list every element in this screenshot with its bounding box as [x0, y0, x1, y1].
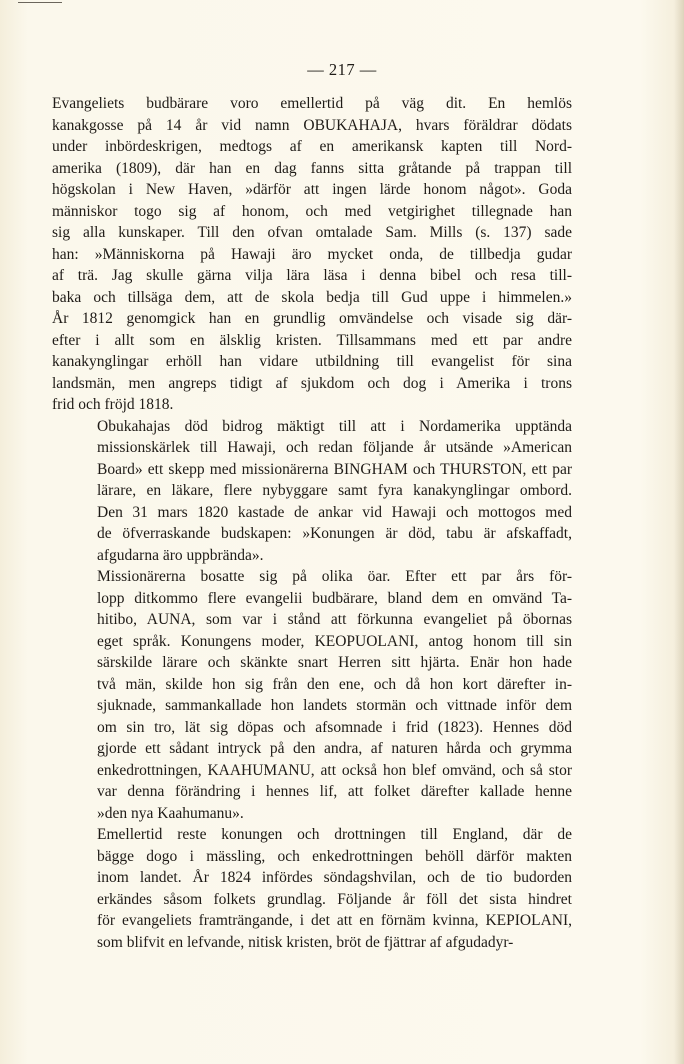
text-line: lopp ditkommo flere evangelii budbärare, bland dem en omvänd Ta-: [97, 589, 572, 607]
paragraph-1: [52, 93, 572, 416]
text-line: inom landet. År 1824 infördes söndagshvilan, och de tio budorden: [97, 869, 572, 886]
text-line: särskilde lärare och skänkte snart Herren sitt hjärta. Enär hon hade: [97, 654, 572, 671]
text-line: kanakgosse på 14 år vid namn OBUKAHAJA, hvars föräldrar dödats: [52, 116, 572, 134]
text-line: högskolan i New Haven, »därför att ingen lärde honom något». Goda: [52, 181, 572, 198]
text-line: som blifvit en lefvande, nitisk kristen, bröt de fjättrar af afgudadyr-: [97, 933, 514, 951]
text-line: bägge dogo i mässling, och enkedrottningen behöll därför makten: [97, 847, 572, 865]
page-edge-shadow: [674, 0, 684, 1064]
page-number: — 217 —: [307, 60, 377, 79]
text-line: kanakynglingar erhöll han vidare utbildning till evangelist för sina: [52, 353, 572, 370]
text-line: baka och tillsäga dem, att de skola bedja till Gud uppe i himmelen.»: [52, 288, 572, 306]
text-line: Board» ett skepp med missionärerna BINGHAM och THURSTON, ett par: [97, 460, 572, 478]
text-line: Den 31 mars 1820 kastade de ankar vid Hawaji och mottogos med: [97, 503, 572, 521]
text-line: »den nya Kaahumanu».: [97, 804, 244, 822]
text-line: han: »Människorna på Hawaji äro mycket onda, de tillbedja gudar: [52, 245, 572, 263]
text-line: Emellertid reste konungen och drottningen till England, där de: [97, 826, 572, 843]
text-line: var denna förändring i hennes lif, att folket därefter kallade henne: [97, 783, 572, 800]
text-line: människor togo sig af honom, och med vetgirighet tillegnade han: [52, 202, 572, 220]
text-line: efter i allt som en älsklig kristen. Tillsammans med ett par andre: [52, 331, 572, 349]
text-line: frid och fröjd 1818.: [52, 396, 174, 413]
text-line: Obukahajas död bidrog mäktigt till att i Nordamerika upptända: [97, 417, 572, 435]
body-text: [52, 93, 572, 953]
text-line: År 1812 genomgick han en grundlig omvändelse och visade sig där-: [52, 310, 572, 327]
text-line: under inbördeskrigen, medtogs af en amerikansk kapten till Nord-: [52, 138, 572, 155]
text-line: hitibo, AUNA, som var i stånd att förkunna evangeliet på öbornas: [97, 611, 572, 628]
text-line: enkedrottningen, KAAHUMANU, att också hon blef omvänd, och så stor: [97, 761, 572, 779]
paragraph-4: [52, 824, 572, 953]
text-line: Evangeliets budbärare voro emellertid på väg dit. En hemlös: [52, 95, 572, 112]
text-line: sig alla kunskaper. Till den ofvan omtalade Sam. Mills (s. 137) sade: [52, 224, 572, 241]
text-line: landsmän, men angreps tidigt af sjukdom och dog i Amerika i trons: [52, 374, 572, 392]
paragraph-2: [52, 416, 572, 567]
text-line: erkändes såsom folkets grundlag. Följande år föll det sista hindret: [97, 890, 572, 908]
text-line: missionskärlek till Hawaji, och redan följande år utsände »American: [97, 439, 572, 456]
text-line: sjuknade, sammankallade hon landets stormän och vittnade inför dem: [97, 697, 572, 714]
text-line: för evangeliets framträngande, i det att en förnäm kvinna, KEPIOLANI,: [97, 912, 572, 929]
text-line: af trä. Jag skulle gärna vilja lära läsa i denna bibel och resa till-: [52, 267, 572, 284]
text-line: Missionärerna bosatte sig på olika öar. Efter ett par års för-: [97, 568, 572, 585]
text-line: om sin tro, lät sig döpas och afsomnade i frid (1823). Hennes död: [97, 718, 572, 736]
text-line: lärare, en läkare, flere nybyggare samt fyra kanakynglingar ombord.: [97, 482, 572, 499]
paragraph-3: [52, 566, 572, 824]
top-edge-mark: [18, 2, 62, 3]
text-line: de öfverraskande budskapen: »Konungen är död, tabu är afskaffadt,: [97, 525, 572, 542]
text-line: afgudarna äro uppbrända».: [97, 546, 264, 564]
text-line: två män, skilde hon sig från den ene, och då hon kort därefter in-: [97, 675, 572, 693]
text-line: amerika (1809), där han en dag fanns sitta gråtande på trappan till: [52, 159, 572, 177]
text-line: gjorde ett sådant intryck på den andra, af naturen hårda och grymma: [97, 740, 572, 757]
text-line: eget språk. Konungens moder, KEOPUOLANI, antog honom till sin: [97, 632, 572, 650]
